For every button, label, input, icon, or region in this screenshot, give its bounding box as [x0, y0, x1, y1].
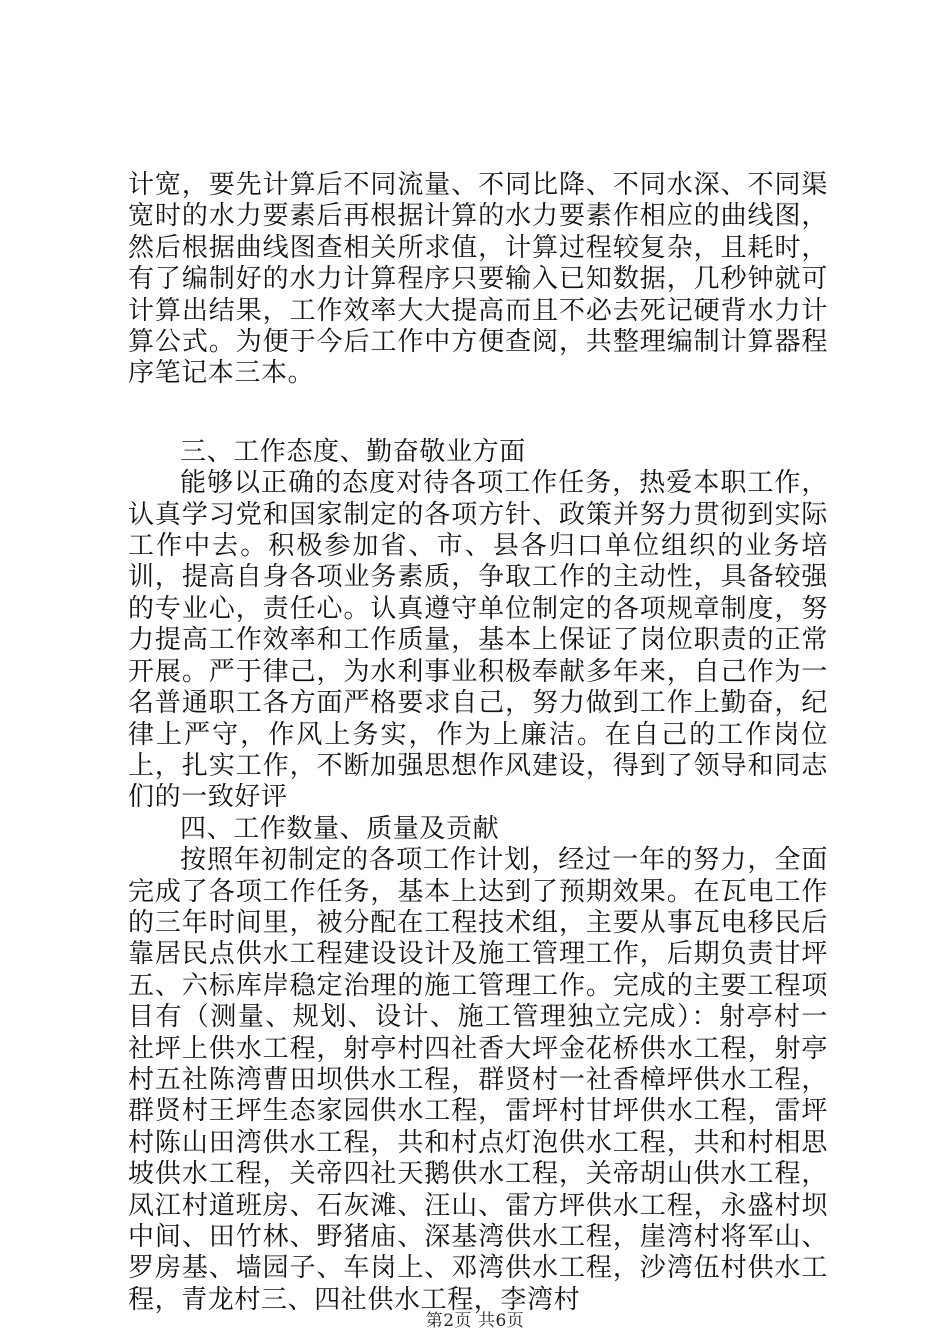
paragraph-section-3: 能够以正确的态度对待各项工作任务，热爱本职工作，认真学习党和国家制定的各项方针、政策并努力贯彻到实际工作中去。积极参加省、市、县各归口单位组织的业务培训，提高自身各项业务素质，争取工作的主动性，具备较强的专业心，责任心。认真遵守单位制定的各项规章制度，努力提高工作效率和工作质量，基本上保证了岗位职责的正常开展。严于律己，为水利事业积极奉献多年来，自己作为一名普通职工各方面严格要求自己，努力做到工作上勤奋，纪律上严守，作风上务实，作为上廉洁。在自己的工作岗位上，扎实工作，不断加强思想作风建设，得到了领导和同志们的一致好评: [128, 468, 828, 813]
page-footer: 第2页 共6页: [425, 1311, 525, 1331]
section-heading-4: 四、工作数量、质量及贡献: [180, 813, 500, 844]
document-body: [128, 170, 828, 1316]
paragraph-section-4: 按照年初制定的各项工作计划，经过一年的努力，全面完成了各项工作任务，基本上达到了预期效果。在瓦电工作的三年时间里，被分配在工程技术组，主要从事瓦电移民后靠居民点供水工程建设设计及施工管理工作，后期负责甘坪五、六标库岸稳定治理的施工管理工作。完成的主要工程项目有（测量、规划、设计、施工管理独立完成）：射亭村一社坪上供水工程，射亭村四社香大坪金花桥供水工程，射亭村五社陈湾曹田坝供水工程，群贤村一社香樟坪供水工程，群贤村王坪生态家园供水工程，雷坪村甘坪供水工程，雷坪村陈山田湾供水工程，共和村点灯泡供水工程，共和村相思坡供水工程，关帝四社天鹅供水工程，关帝胡山供水工程，凤江村道班房、石灰滩、汪山、雷方坪供水工程，永盛村坝中间、田竹林、野猪庙、深基湾供水工程，崖湾村将军山、罗房基、墙园子、车岗上、邓湾供水工程，沙湾伍村供水工程，青龙村三、四社供水工程，李湾村: [128, 845, 828, 1315]
paragraph-gap: [128, 390, 828, 437]
paragraph-continuation: 计宽，要先计算后不同流量、不同比降、不同水深、不同渠宽时的水力要素后再根据计算的水力要素作相应的曲线图，然后根据曲线图查相关所求值，计算过程较复杂，且耗时，有了编制好的水力计算程序只要输入已知数据，几秒钟就可计算出结果，工作效率大大提高而且不必去死记硬背水力计算公式。为便于今后工作中方便查阅，共整理编制计算器程序笔记本三本。: [128, 170, 828, 389]
section-heading-3: 三、工作态度、勤奋敬业方面: [180, 436, 526, 467]
